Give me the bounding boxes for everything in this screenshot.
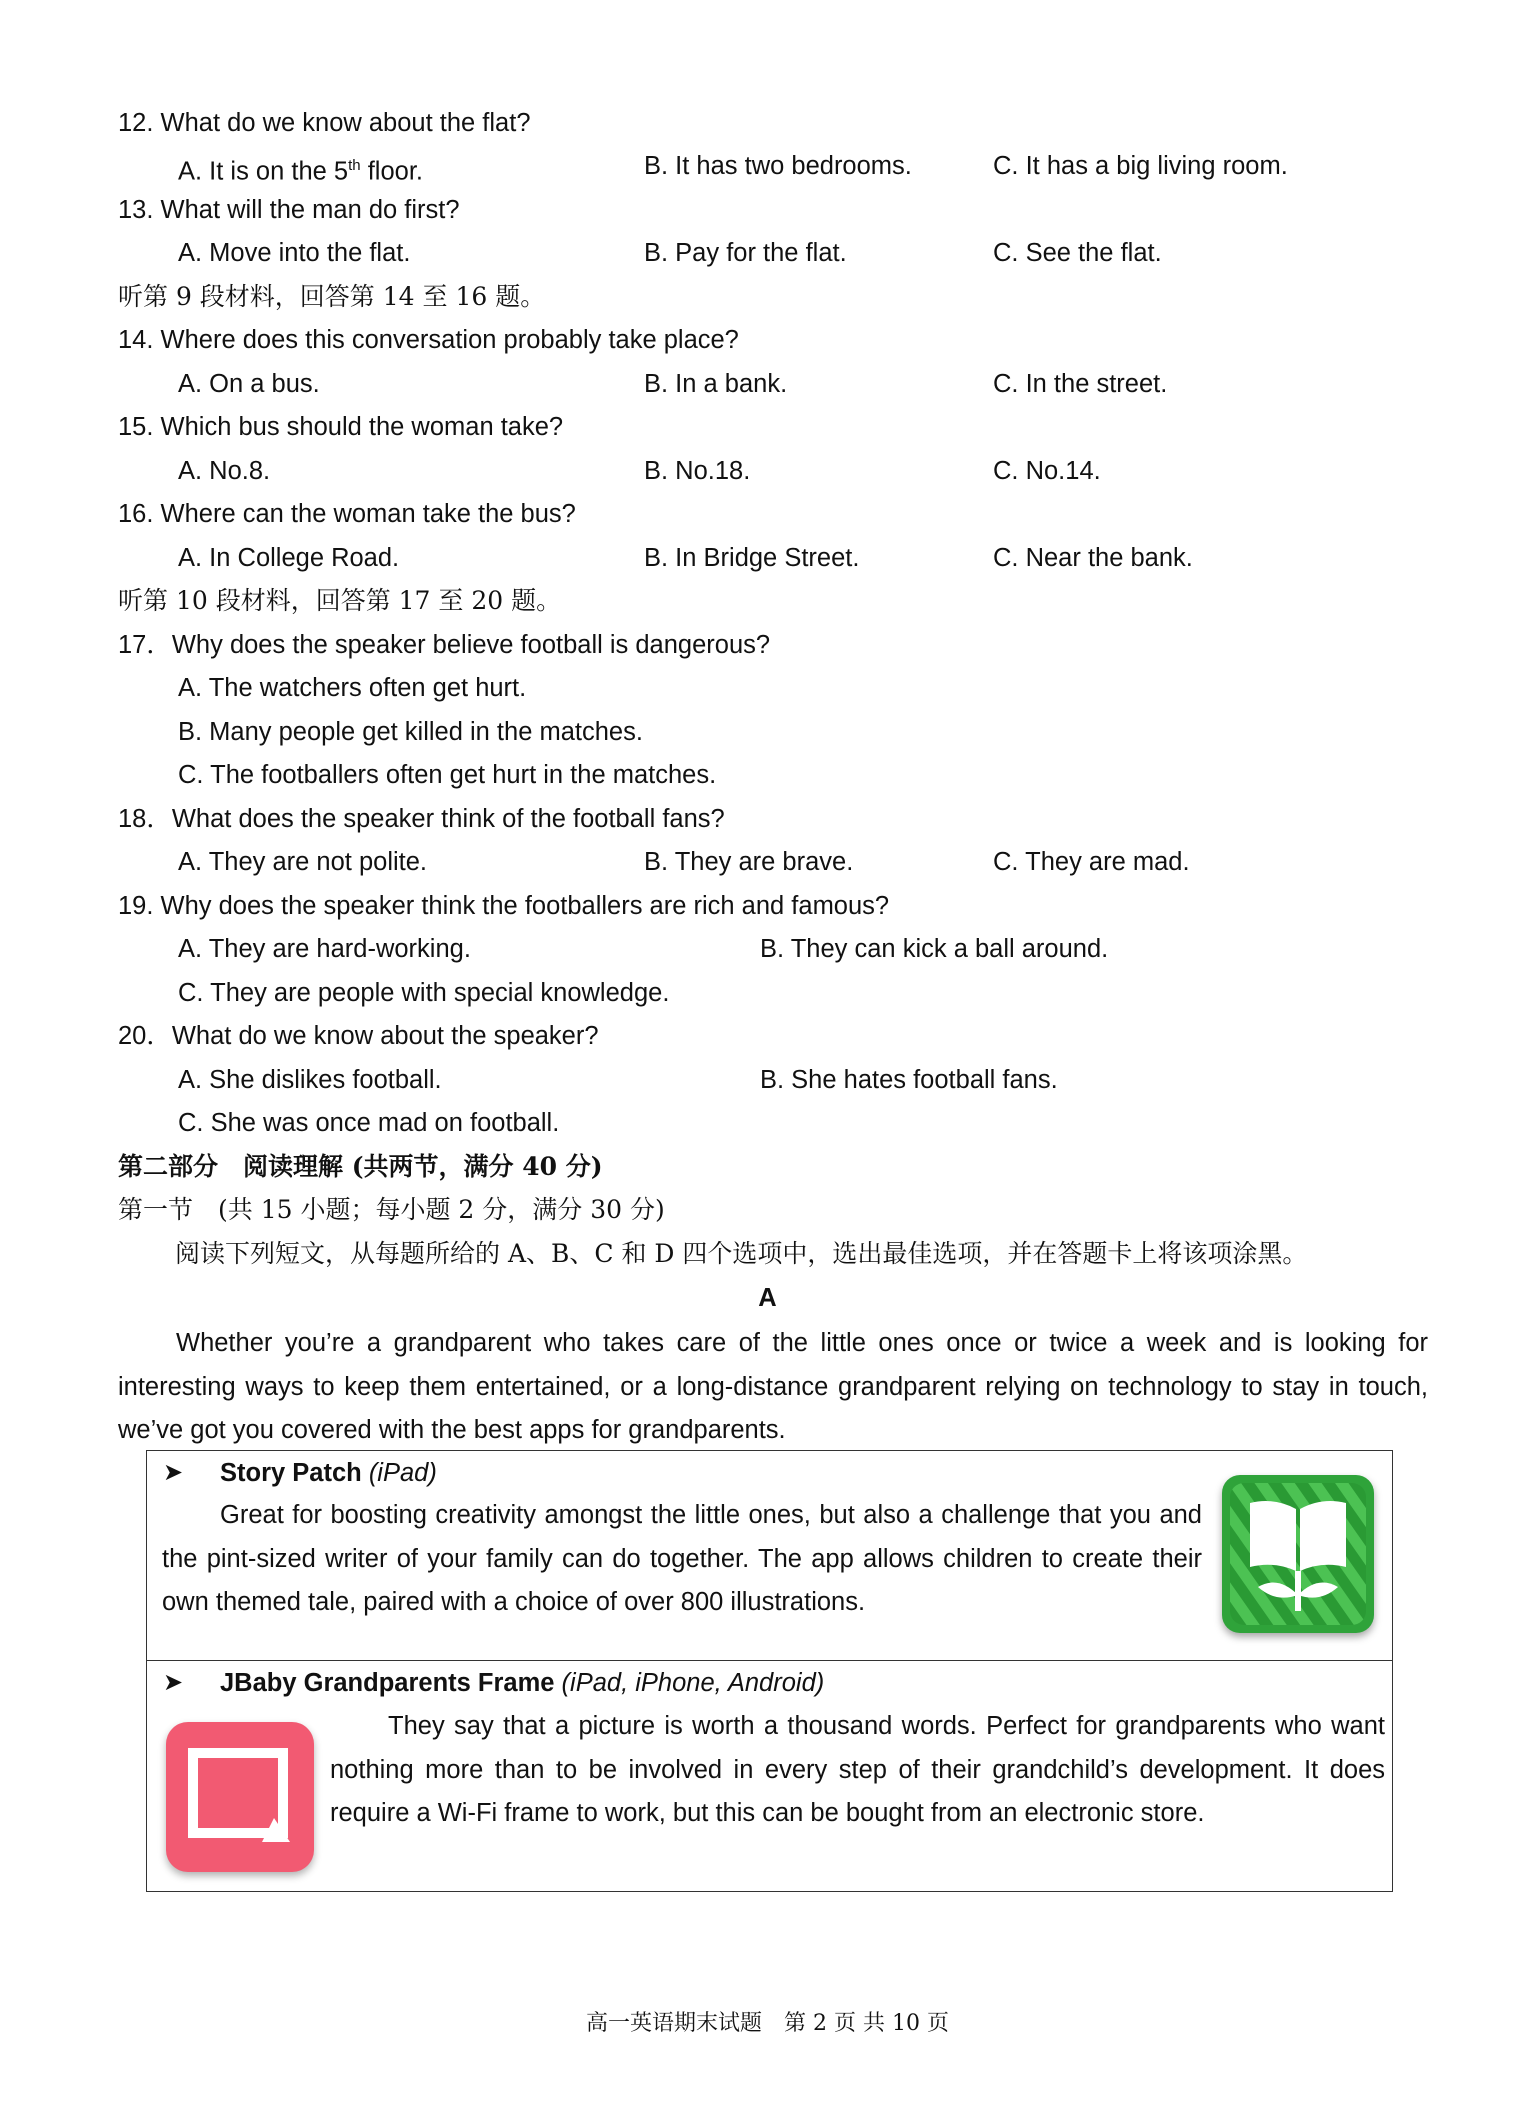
question-13-stem: 13. What will the man do first?: [118, 196, 460, 224]
question-20-option-a: A. She dislikes football.: [178, 1066, 442, 1094]
question-19-option-c: C. They are people with special knowledge.: [178, 979, 670, 1007]
listening-instruction-9: 听第 9 段材料，回答第 14 至 16 题。: [118, 282, 546, 311]
question-13-option-a: A. Move into the flat.: [178, 239, 411, 267]
question-17-option-c: C. The footballers often get hurt in the matches.: [178, 761, 717, 789]
question-15-option-b: B. No.18.: [644, 457, 751, 485]
question-15-option-c: C. No.14.: [993, 457, 1101, 485]
open-book-icon: [1222, 1475, 1374, 1633]
question-14-stem: 14. Where does this conversation probably take place?: [118, 326, 739, 354]
question-19-option-b: B. They can kick a ball around.: [760, 935, 1109, 963]
question-13-option-b: B. Pay for the flat.: [644, 239, 847, 267]
question-16-option-b: B. In Bridge Street.: [644, 544, 860, 572]
question-20-option-c: C. She was once mad on football.: [178, 1109, 560, 1137]
passage-intro: Whether you’re a grandparent who takes care of the little ones once or twice a week and is looking for interesting ways to keep them entertained, or a long-distance grandparent relying on technology to stay in touch, we’ve got you covered with the best apps for grandparents.: [118, 1329, 1428, 1444]
app-2-description: They say that a picture is worth a thousand words. Perfect for grandparents who want nothing more than to be involved in every step of their grandchild’s development. It does require a Wi-Fi frame to work, but this can be bought from an electronic store.: [330, 1712, 1385, 1827]
question-18-stem: 18．What does the speaker think of the football fans?: [118, 805, 725, 833]
question-14-option-a: A. On a bus.: [178, 370, 320, 398]
question-16-option-a: A. In College Road.: [178, 544, 400, 572]
question-15-stem: 15. Which bus should the woman take?: [118, 413, 564, 441]
question-18-option-c: C. They are mad.: [993, 848, 1190, 876]
question-14-option-c: C. In the street.: [993, 370, 1168, 398]
question-12-option-c: C. It has a big living room.: [993, 152, 1288, 180]
bullet-arrow-icon: ➤: [163, 1669, 184, 1696]
question-12-option-a: A. It is on the 5th floor.: [178, 157, 423, 186]
question-12-option-b: B. It has two bedrooms.: [644, 152, 912, 180]
part-two-title: 第二部分 阅读理解 (共两节，满分 40 分): [118, 1152, 603, 1181]
app-1-title: Story Patch (iPad): [220, 1459, 437, 1487]
question-16-option-c: C. Near the bank.: [993, 544, 1193, 572]
question-20-option-b: B. She hates football fans.: [760, 1066, 1058, 1094]
app-2-title: JBaby Grandparents Frame (iPad, iPhone, Android): [220, 1669, 825, 1697]
question-15-option-a: A. No.8.: [178, 457, 271, 485]
question-14-option-b: B. In a bank.: [644, 370, 788, 398]
question-16-stem: 16. Where can the woman take the bus?: [118, 500, 576, 528]
listening-instruction-10: 听第 10 段材料，回答第 17 至 20 题。: [118, 586, 562, 615]
question-17-option-b: B. Many people get killed in the matches.: [178, 718, 643, 746]
question-17-stem: 17．Why does the speaker believe football is dangerous?: [118, 631, 771, 659]
apps-table-divider: [146, 1660, 1393, 1661]
question-18-option-a: A. They are not polite.: [178, 848, 428, 876]
passage-letter: A: [758, 1284, 777, 1312]
question-17-option-a: A. The watchers often get hurt.: [178, 674, 527, 702]
question-20-stem: 20．What do we know about the speaker?: [118, 1022, 599, 1050]
picture-frame-icon: [166, 1722, 314, 1872]
question-13-option-c: C. See the flat.: [993, 239, 1162, 267]
app-1-description: Great for boosting creativity amongst the little ones, but also a challenge that you and the pint-sized writer of your family can do together. The app allows children to create their own themed tale, paired with a choice of over 800 illustrations.: [162, 1501, 1202, 1616]
question-18-option-b: B. They are brave.: [644, 848, 854, 876]
question-19-option-a: A. They are hard-working.: [178, 935, 471, 963]
bullet-arrow-icon: ➤: [163, 1459, 184, 1486]
page-footer: 高一英语期末试题 第 2 页 共 10 页: [586, 2011, 949, 2036]
section-one-instruction: 阅读下列短文，从每题所给的 A、B、C 和 D 四个选项中，选出最佳选项，并在答题卡上将该项涂黑。: [175, 1239, 1308, 1268]
question-19-stem: 19. Why does the speaker think the footballers are rich and famous?: [118, 892, 890, 920]
question-12-stem: 12. What do we know about the flat?: [118, 109, 531, 137]
section-one-title: 第一节 (共 15 小题；每小题 2 分，满分 30 分): [118, 1195, 665, 1224]
